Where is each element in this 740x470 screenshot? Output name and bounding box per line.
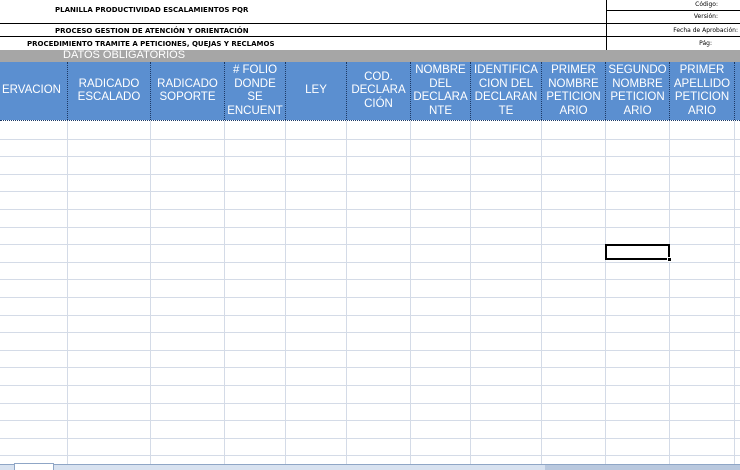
sheet-tab[interactable] bbox=[14, 463, 54, 470]
column-separator bbox=[734, 62, 735, 120]
divider bbox=[0, 23, 606, 24]
column-header-radicado-escalado[interactable]: RADICADO ESCALADO bbox=[68, 62, 150, 120]
grid-column-line bbox=[346, 121, 347, 464]
column-separator bbox=[150, 62, 151, 120]
meta-divider bbox=[606, 0, 607, 50]
grid-row-line bbox=[0, 174, 740, 175]
fecha-label: Fecha de Aprobación: bbox=[673, 27, 738, 34]
column-header-ley[interactable]: LEY bbox=[286, 62, 346, 120]
column-separator bbox=[541, 62, 542, 120]
grid-row-line bbox=[0, 385, 740, 386]
grid-row-line bbox=[0, 209, 740, 210]
grid-column-line bbox=[67, 121, 68, 464]
grid-row-line bbox=[0, 332, 740, 333]
column-separator bbox=[669, 62, 670, 120]
divider bbox=[606, 10, 740, 11]
column-header-nombre-declarante[interactable]: NOMBRE DEL DECLARA NTE bbox=[411, 62, 470, 120]
column-header-primer-apellido[interactable]: PRIMER APELLIDO PETICION ARIO bbox=[670, 62, 734, 120]
form-header bbox=[0, 0, 740, 50]
section-title: DATOS OBLIGATORIOS bbox=[63, 49, 186, 61]
grid-row-line bbox=[0, 262, 740, 263]
column-header-cod-declaracion[interactable]: COD. DECLARA CIÓN bbox=[347, 62, 410, 120]
grid-row-line bbox=[0, 227, 740, 228]
column-header-identificacion-declarante[interactable]: IDENTIFICA CION DEL DECLARAN TE bbox=[471, 62, 541, 120]
grid-column-line bbox=[605, 121, 606, 464]
column-separator bbox=[67, 62, 68, 120]
data-grid[interactable] bbox=[0, 121, 740, 464]
grid-row-line bbox=[0, 367, 740, 368]
column-separator bbox=[285, 62, 286, 120]
grid-column-line bbox=[470, 121, 471, 464]
grid-row-line bbox=[0, 139, 740, 140]
column-header-observacion[interactable]: ERVACION bbox=[0, 62, 67, 120]
version-label: Versión: bbox=[693, 13, 718, 20]
pag-label: Pág: bbox=[699, 40, 712, 47]
grid-row-line bbox=[0, 191, 740, 192]
procedure-label: PROCEDIMIENTO TRAMITE A PETICIONES, QUEJAS Y RECLAMOS bbox=[27, 40, 275, 48]
column-separator bbox=[470, 62, 471, 120]
grid-row-line bbox=[0, 297, 740, 298]
section-bar bbox=[0, 50, 740, 62]
divider bbox=[606, 23, 740, 24]
codigo-label: Código: bbox=[695, 1, 718, 8]
grid-column-line bbox=[541, 121, 542, 464]
grid-column-line bbox=[410, 121, 411, 464]
divider bbox=[0, 36, 740, 37]
process-label: PROCESO GESTION DE ATENCIÓN Y ORIENTACIÓN bbox=[55, 27, 249, 35]
selected-cell[interactable] bbox=[605, 244, 670, 260]
grid-column-line bbox=[285, 121, 286, 464]
column-separator bbox=[346, 62, 347, 120]
column-separator bbox=[605, 62, 606, 120]
grid-row-line bbox=[0, 315, 740, 316]
horizontal-scrollbar[interactable] bbox=[545, 465, 740, 470]
column-header-row bbox=[0, 62, 740, 120]
form-title: PLANILLA PRODUCTIVIDAD ESCALAMIENTOS PQR bbox=[55, 6, 249, 14]
grid-column-line bbox=[150, 121, 151, 464]
grid-row-line bbox=[0, 455, 740, 456]
column-separator bbox=[224, 62, 225, 120]
column-header-primer-nombre[interactable]: PRIMER NOMBRE PETICION ARIO bbox=[542, 62, 605, 120]
column-header-folio[interactable]: # FOLIO DONDE SE ENCUENT bbox=[225, 62, 285, 120]
grid-column-line bbox=[224, 121, 225, 464]
grid-row-line bbox=[0, 350, 740, 351]
grid-row-line bbox=[0, 420, 740, 421]
grid-column-line bbox=[669, 121, 670, 464]
grid-row-line bbox=[0, 156, 740, 157]
column-header-segundo-nombre[interactable]: SEGUNDO NOMBRE PETICION ARIO bbox=[606, 62, 669, 120]
column-header-radicado-soporte[interactable]: RADICADO SOPORTE bbox=[151, 62, 224, 120]
grid-row-line bbox=[0, 279, 740, 280]
column-separator bbox=[410, 62, 411, 120]
grid-column-line bbox=[734, 121, 735, 464]
grid-row-line bbox=[0, 438, 740, 439]
grid-row-line bbox=[0, 403, 740, 404]
fill-handle[interactable] bbox=[667, 257, 672, 262]
